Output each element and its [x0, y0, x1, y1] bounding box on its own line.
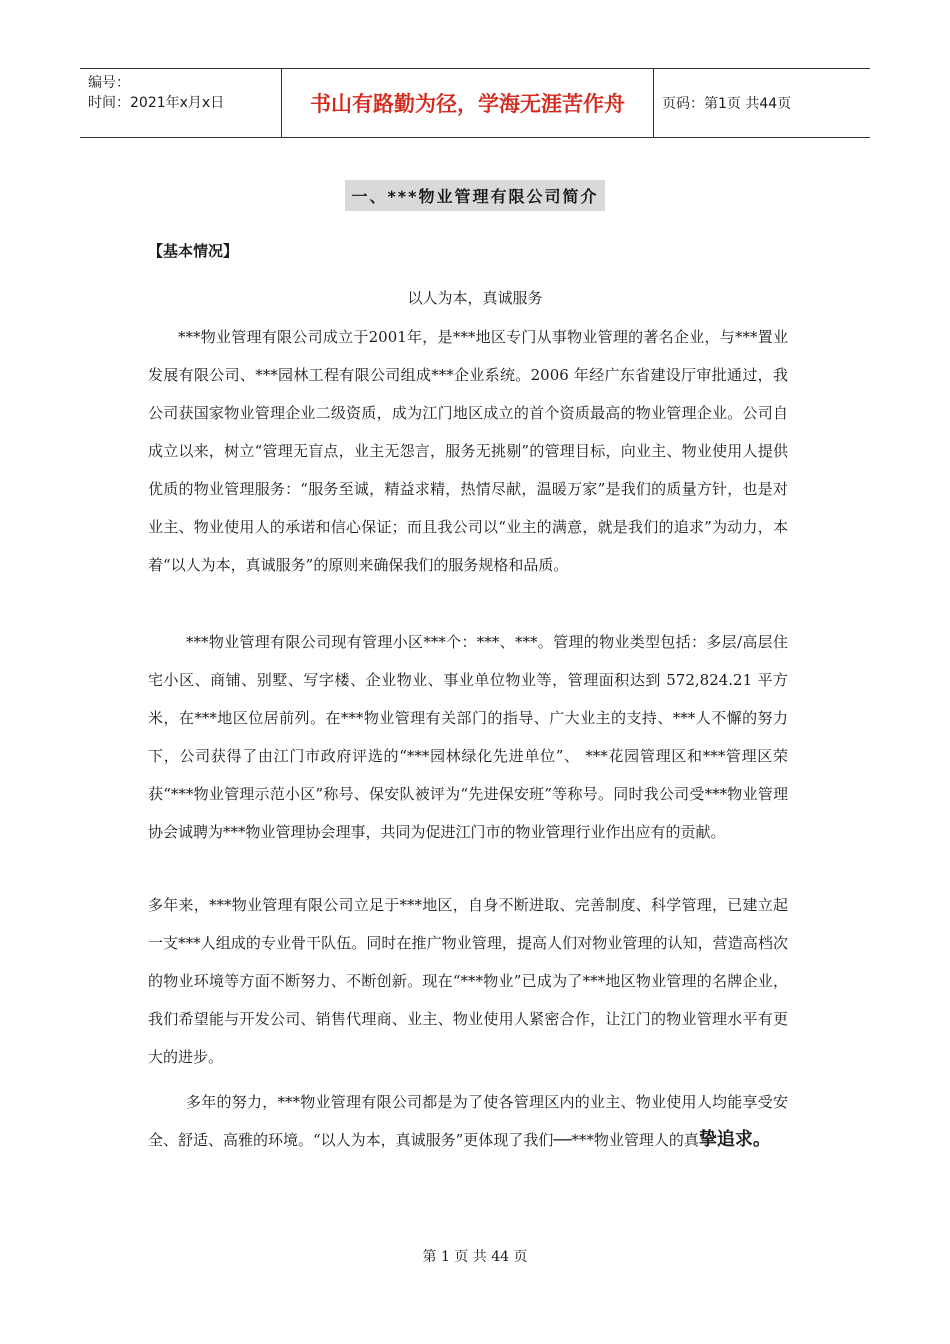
document-title: 一、***物业管理有限公司简介 — [345, 180, 604, 211]
page-footer: 第 1 页 共 44 页 — [422, 1249, 528, 1265]
header-page-info: 页码：第1页 共44页 — [662, 96, 792, 112]
header-meta — [80, 69, 282, 137]
paragraph-4 — [148, 1083, 788, 1159]
number-label: 编号： — [88, 75, 130, 91]
paragraph-4-main: 多年的努力，***物业管理有限公司都是为了使各管理区内的业主、物业使用人均能享受安全、舒适、高雅的环境。“以人为本，真诚服务”更体现了我们──***物业管理人的真 — [148, 1093, 788, 1149]
header-motto: 书山有路勤为径，学海无涯苦作舟 — [282, 69, 654, 137]
paragraph-1: ***物业管理有限公司成立于2001年，是***地区专门从事物业管理的著名企业，与***置业发展有限公司、***园林工程有限公司组成***企业系统。2006 年经广东省建设厅审批通过，我公司获国家物业管理企业二级资质，成为江门地区成立的首个资质最高的物业管理企业。公司自成立以来，树立“管理无盲点，业主无怨言，服务无挑剔”的管理目标，向业主、物业使用人提供优质的物业管理服务：“服务至诚，精益求精，热情尽献，温暖万家”是我们的质量方针，也是对业主、物业使用人的承诺和信心保证；而且我公司以“业主的满意，就是我们的追求”为动力，本着“以人为本，真诚服务”的原则来确保我们的服务规格和品质。 — [148, 328, 788, 574]
section-label: 【基本情况】 — [148, 242, 239, 260]
header-table — [80, 68, 870, 138]
slogan: 以人为本，真诚服务 — [407, 289, 543, 307]
title-wrap — [0, 180, 950, 211]
paragraph-3: 多年来，***物业管理有限公司立足于***地区，自身不断进取、完善制度、科学管理，已建立起一支***人组成的专业骨干队伍。同时在推广物业管理，提高人们对物业管理的认知，营造高档次的物业环境等方面不断努力、不断创新。现在“***物业”已成为了***地区物业管理的名牌企业，我们希望能与开发公司、销售代理商、业主、物业使用人紧密合作，让江门的物业管理水平有更大的进步。 — [148, 896, 788, 1066]
date-label: 时间：2021年x月x日 — [88, 95, 225, 111]
paragraph-4-end: 挚追求。 — [698, 1129, 771, 1150]
paragraph-2: ***物业管理有限公司现有管理小区***个：***、***。管理的物业类型包括：多层/高层住宅小区、商铺、别墅、写字楼、企业物业、事业单位物业等，管理面积达到 572,824.21 平方米，在***地区位居前列。在***物业管理有关部门的指导、广大业主的支持、***人不懈的努力下，公司获得了由江门市政府评选的“***园林绿化先进单位”、 ***花园管理区和***管理区荣获“***物业管理示范小区”称号、保安队被评为“先进保安班”等称号。同时我公司受***物业管理协会诚聘为***物业管理协会理事，共同为促进江门市的物业管理行业作出应有的贡献。 — [148, 633, 788, 841]
